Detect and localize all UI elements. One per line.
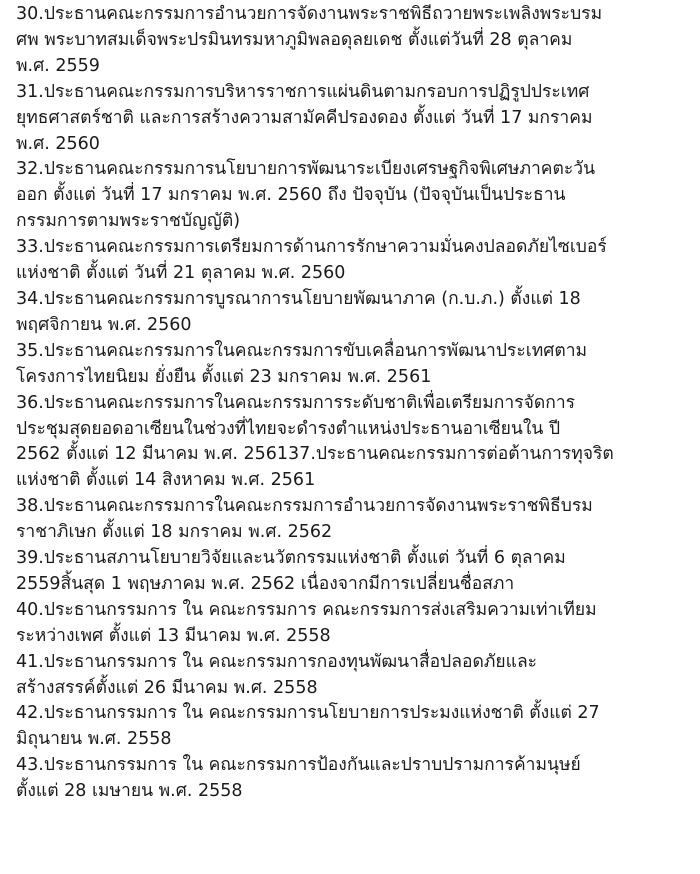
text-line: 39.ประธานสภานโยบายวิจัยและนวัตกรรมแห่งชาติ ตั้งแต่ วันที่ 6 ตุลาคม: [16, 548, 566, 569]
list-item: [16, 2, 696, 80]
list-item: [16, 598, 696, 650]
text-line: ราชาภิเษก ตั้งแต่ 18 มกราคม พ.ศ. 2562: [16, 522, 333, 543]
list-item: [16, 157, 696, 235]
text-line: โครงการไทยนิยม ยั่งยืน ตั้งแต่ 23 มกราคม พ.ศ. 2561: [16, 366, 432, 387]
text-line: 40.ประธานกรรมการ ใน คณะกรรมการ คณะกรรมการส่งเสริมความเท่าเทียม: [16, 599, 597, 620]
text-line: ออก ตั้งแต่ วันที่ 17 มกราคม พ.ศ. 2560 ถึง ปัจจุบัน (ปัจจุบันเป็นประธาน: [16, 185, 566, 206]
list-item: [16, 753, 696, 805]
text-line: ยุทธศาสตร์ชาติ และการสร้างความสามัคคีปรองดอง ตั้งแต่ วันที่ 17 มกราคม: [16, 107, 593, 128]
text-line: แห่งชาติ ตั้งแต่ วันที่ 21 ตุลาคม พ.ศ. 2560: [16, 263, 346, 284]
cropped-text-fragment: ้ ่: [490, 866, 557, 874]
text-line: 34.ประธานคณะกรรมการบูรณาการนโยบายพัฒนาภาค (ก.บ.ภ.) ตั้งแต่ 18: [16, 288, 581, 309]
list-item: [16, 391, 696, 495]
text-line: 35.ประธานคณะกรรมการในคณะกรรมการขับเคลื่อนการพัฒนาประเทศตาม: [16, 340, 588, 361]
text-line: 2559สิ้นสุด 1 พฤษภาคม พ.ศ. 2562 เนื่องจากมีการเปลี่ยนชื่อสภา: [16, 573, 515, 594]
text-line: แห่งชาติ ตั้งแต่ 14 สิงหาคม พ.ศ. 2561: [16, 470, 316, 491]
text-line: ประชุมสุดยอดอาเซียนในช่วงที่ไทยจะดำรงตำแหน่งประธานอาเซียนใน ปี: [16, 418, 561, 439]
list-item: [16, 235, 696, 287]
text-line: 30.ประธานคณะกรรมการอำนวยการจัดงานพระราชพิธีถวายพระเพลิงพระบรม: [16, 4, 603, 24]
list-item: [16, 494, 696, 546]
text-line: 36.ประธานคณะกรรมการในคณะกรรมการระดับชาติเพื่อเตรียมการจัดการ: [16, 392, 576, 413]
text-line: 38.ประธานคณะกรรมการในคณะกรรมการอำนวยการจัดงานพระราชพิธีบรม: [16, 496, 593, 517]
appointment-list: [16, 2, 696, 805]
list-item: [16, 701, 696, 753]
list-item: [16, 80, 696, 158]
list-item: [16, 339, 696, 391]
text-line: 42.ประธานกรรมการ ใน คณะกรรมการนโยบายการประมงแห่งชาติ ตั้งแต่ 27: [16, 703, 600, 724]
text-line: ระหว่างเพศ ตั้งแต่ 13 มีนาคม พ.ศ. 2558: [16, 625, 331, 646]
text-line: 2562 ตั้งแต่ 12 มีนาคม พ.ศ. 256137.ประธานคณะกรรมการต่อต้านการทุจริต: [16, 444, 614, 465]
text-line: 31.ประธานคณะกรรมการบริหารราชการแผ่นดินตามกรอบการปฏิรูปประเทศ: [16, 81, 590, 102]
text-line: ศพ พระบาทสมเด็จพระปรมินทรมหาภูมิพลอดุลยเดช ตั้งแต่วันที่ 28 ตุลาคม: [16, 29, 573, 50]
text-line: พ.ศ. 2560: [16, 133, 100, 154]
text-line: พฤศจิกายน พ.ศ. 2560: [16, 314, 192, 335]
text-line: มิถุนายน พ.ศ. 2558: [16, 729, 172, 750]
text-line: สร้างสรรค์ตั้งแต่ 26 มีนาคม พ.ศ. 2558: [16, 677, 318, 698]
text-line: ตั้งแต่ 28 เมษายน พ.ศ. 2558: [16, 781, 243, 802]
text-line: 33.ประธานคณะกรรมการเตรียมการด้านการรักษาความมั่นคงปลอดภัยไซเบอร์: [16, 237, 607, 258]
list-item: [16, 287, 696, 339]
text-line: 32.ประธานคณะกรรมการนโยบายการพัฒนาระเบียงเศรษฐกิจพิเศษภาคตะวัน: [16, 159, 596, 180]
text-line: พ.ศ. 2559: [16, 55, 100, 76]
list-item: [16, 650, 696, 702]
text-line: 41.ประธานกรรมการ ใน คณะกรรมการกองทุนพัฒนาสื่อปลอดภัยและ: [16, 651, 538, 672]
text-line: กรรมการตามพระราชบัญญัติ): [16, 211, 241, 232]
list-item: [16, 546, 696, 598]
text-line: 43.ประธานกรรมการ ใน คณะกรรมการป้องกันและปราบปรามการค้ามนุษย์: [16, 755, 581, 776]
